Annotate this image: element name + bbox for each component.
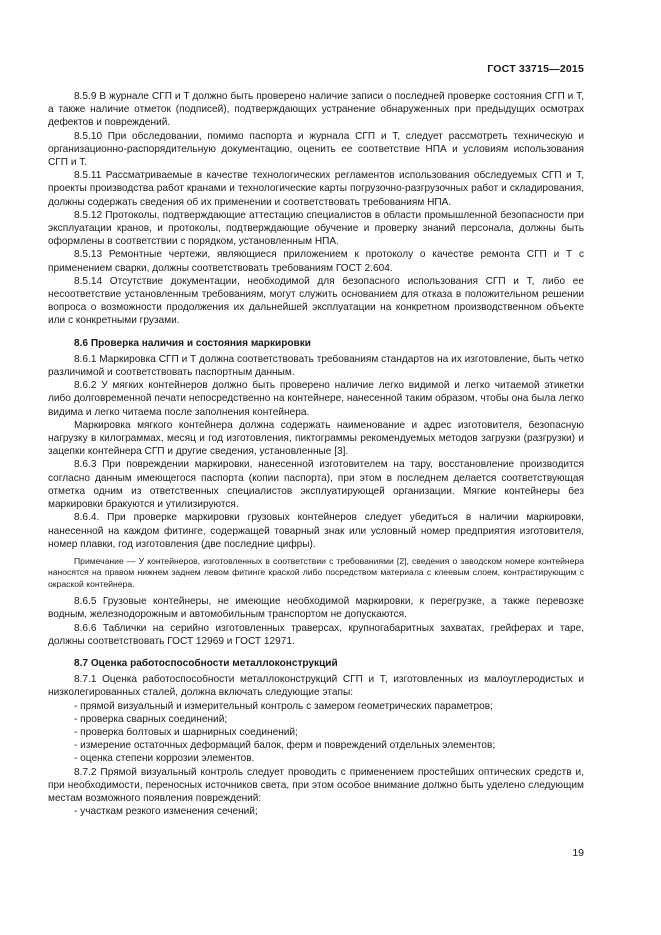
document-body [48,90,584,818]
paragraph-8-5-12: 8.5.12 Протоколы, подтверждающие аттестацию специалистов в области промышленной безопасности при эксплуатации кранов, и протоколы, подтверждающие обучение и проверку знаний персонала, должны быть оформлены в соответствии с порядком, установленным НПА. [48,209,584,248]
list-item: - участкам резкого изменения сечений; [74,806,258,818]
list-item: - проверка сварных соединений; [74,713,228,725]
paragraph-8-6-5: 8.6.5 Грузовые контейнеры, не имеющие необходимой маркировки, к перегрузке, а также перевозке водным, железнодорожным и автомобильным транспортом не допускаются. [48,596,584,621]
list-item: - оценка степени коррозии элементов. [74,753,255,765]
page-number: 19 [572,847,584,859]
list-item: - прямой визуальный и измерительный контроль с замером геометрических параметров; [74,700,493,712]
paragraph-8-5-13: 8.5.13 Ремонтные чертежи, являющиеся приложением к протоколу о качестве ремонта СГП и Т с применением сварки, должны соответствовать требованиям ГОСТ 2.604. [48,249,584,274]
paragraph-8-5-14: 8.5.14 Отсутствие документации, необходимой для безопасного использования СГП и Т, либо ее несоответствие установленным требованиям, могут служить основанием для отказа в положительном решении вопроса о возможности продолжения их дальнейшей эксплуатации на конкретном производственном объекте или с конкретными грузами. [48,275,584,327]
stages-list [48,700,584,766]
standard-header: ГОСТ 33715—2015 [487,63,584,75]
paragraph-8-7-2: 8.7.2 Прямой визуальный контроль следует проводить с применением простейших оптических средств и, при необходимости, переносных источников света, при этом особое внимание должно быть уделено следующим местам возможного появления повреждений: [48,766,584,804]
paragraph-8-5-9: 8.5.9 В журнале СГП и Т должно быть проверено наличие записи о последней проверке состояния СГП и Т, а также наличие отметок (подписей), подтверждающих устранение обнаруженных при предыдущих осмотрах дефектов и повреждений. [48,91,584,129]
section-heading-8-7: 8.7 Оценка работоспособности металлоконструкций [74,657,338,669]
paragraph-8-6-4: 8.6.4. При проверке маркировки грузовых контейнеров следует убедиться в наличии маркировки, нанесенной на каждом фитинге, содержащей товарный знак или условный номер предприятия изготовителя, номер плавки, год изготовления (две последние цифры). [48,512,584,550]
paragraph-8-6-6: 8.6.6 Таблички на серийно изготовленных траверсах, крупногабаритных захватах, грейферах и таре, должны соответствовать ГОСТ 12969 и ГОСТ 12971. [48,622,584,647]
paragraph-8-5-10: 8.5.10 При обследовании, помимо паспорта и журнала СГП и Т, следует рассмотреть техническую и организационно-распорядительную документацию, оценить ее соответствие НПА и условиям использования СГП и Т. [48,130,584,169]
paragraph-8-6-3: 8.6.3 При повреждении маркировки, нанесенной изготовителем на тару, восстановление производится согласно данным имеющегося паспорта (копии паспорта), при этом в последнем делается соответствующая отметка одним из ответственных специалистов эксплуатирующей организации. Мягкие контейнеры без маркировки бракуются и утилизируются. [48,459,584,511]
damage-places-list [48,805,584,818]
paragraph-8-6-1: 8.6.1 Маркировка СГП и Т должна соответствовать требованиям стандартов на их изготовление, быть четко различимой и соответствовать паспортным данным. [48,353,584,379]
list-item: - измерение остаточных деформаций балок, ферм и повреждений отдельных элементов; [74,740,496,752]
paragraph-8-5-11: 8.5.11 Рассматриваемые в качестве технологических регламентов использования обследуемых СГП и Т, проекты производства работ кранами и технологические карты погрузочно-разгрузочных работ и складирования, должны содержать сведения об их применении и соответствовать требованиям НПА. [48,170,584,208]
note: Примечание — У контейнеров, изготовленных в соответствии с требованиями [2], сведения о заводском номере контейнера наносятся на правом нижнем заднем левом фитинге краской либо посредством материала с клеевым слоем, контрастирующим с окраской контейнера. [48,555,584,589]
paragraph-marking: Маркировка мягкого контейнера должна содержать наименование и адрес изготовителя, безопасную нагрузку в килограммах, месяц и год изготовления, пиктограммы рекомендуемых методов загрузки (разгрузки) и зацепки контейнера СГП и другие сведения, установленные [3]. [48,419,584,458]
list-item: - проверка болтовых и шарнирных соединений; [74,726,298,738]
paragraph-8-7-1: 8.7.1 Оценка работоспособности металлоконструкций СГП и Т, изготовленных из малоуглеродистых и низколегированных сталей, должна включать следующие этапы: [48,674,584,699]
section-heading-8-6: 8.6 Проверка наличия и состояния маркировки [74,337,311,349]
paragraph-8-6-2: 8.6.2 У мягких контейнеров должно быть проверено наличие легко видимой и легко читаемой этикетки либо долговременной печати непосредственно на контейнере, нанесенной таким образом, чтобы она была легко видима и легко читаема после заполнения контейнера. [48,380,584,418]
